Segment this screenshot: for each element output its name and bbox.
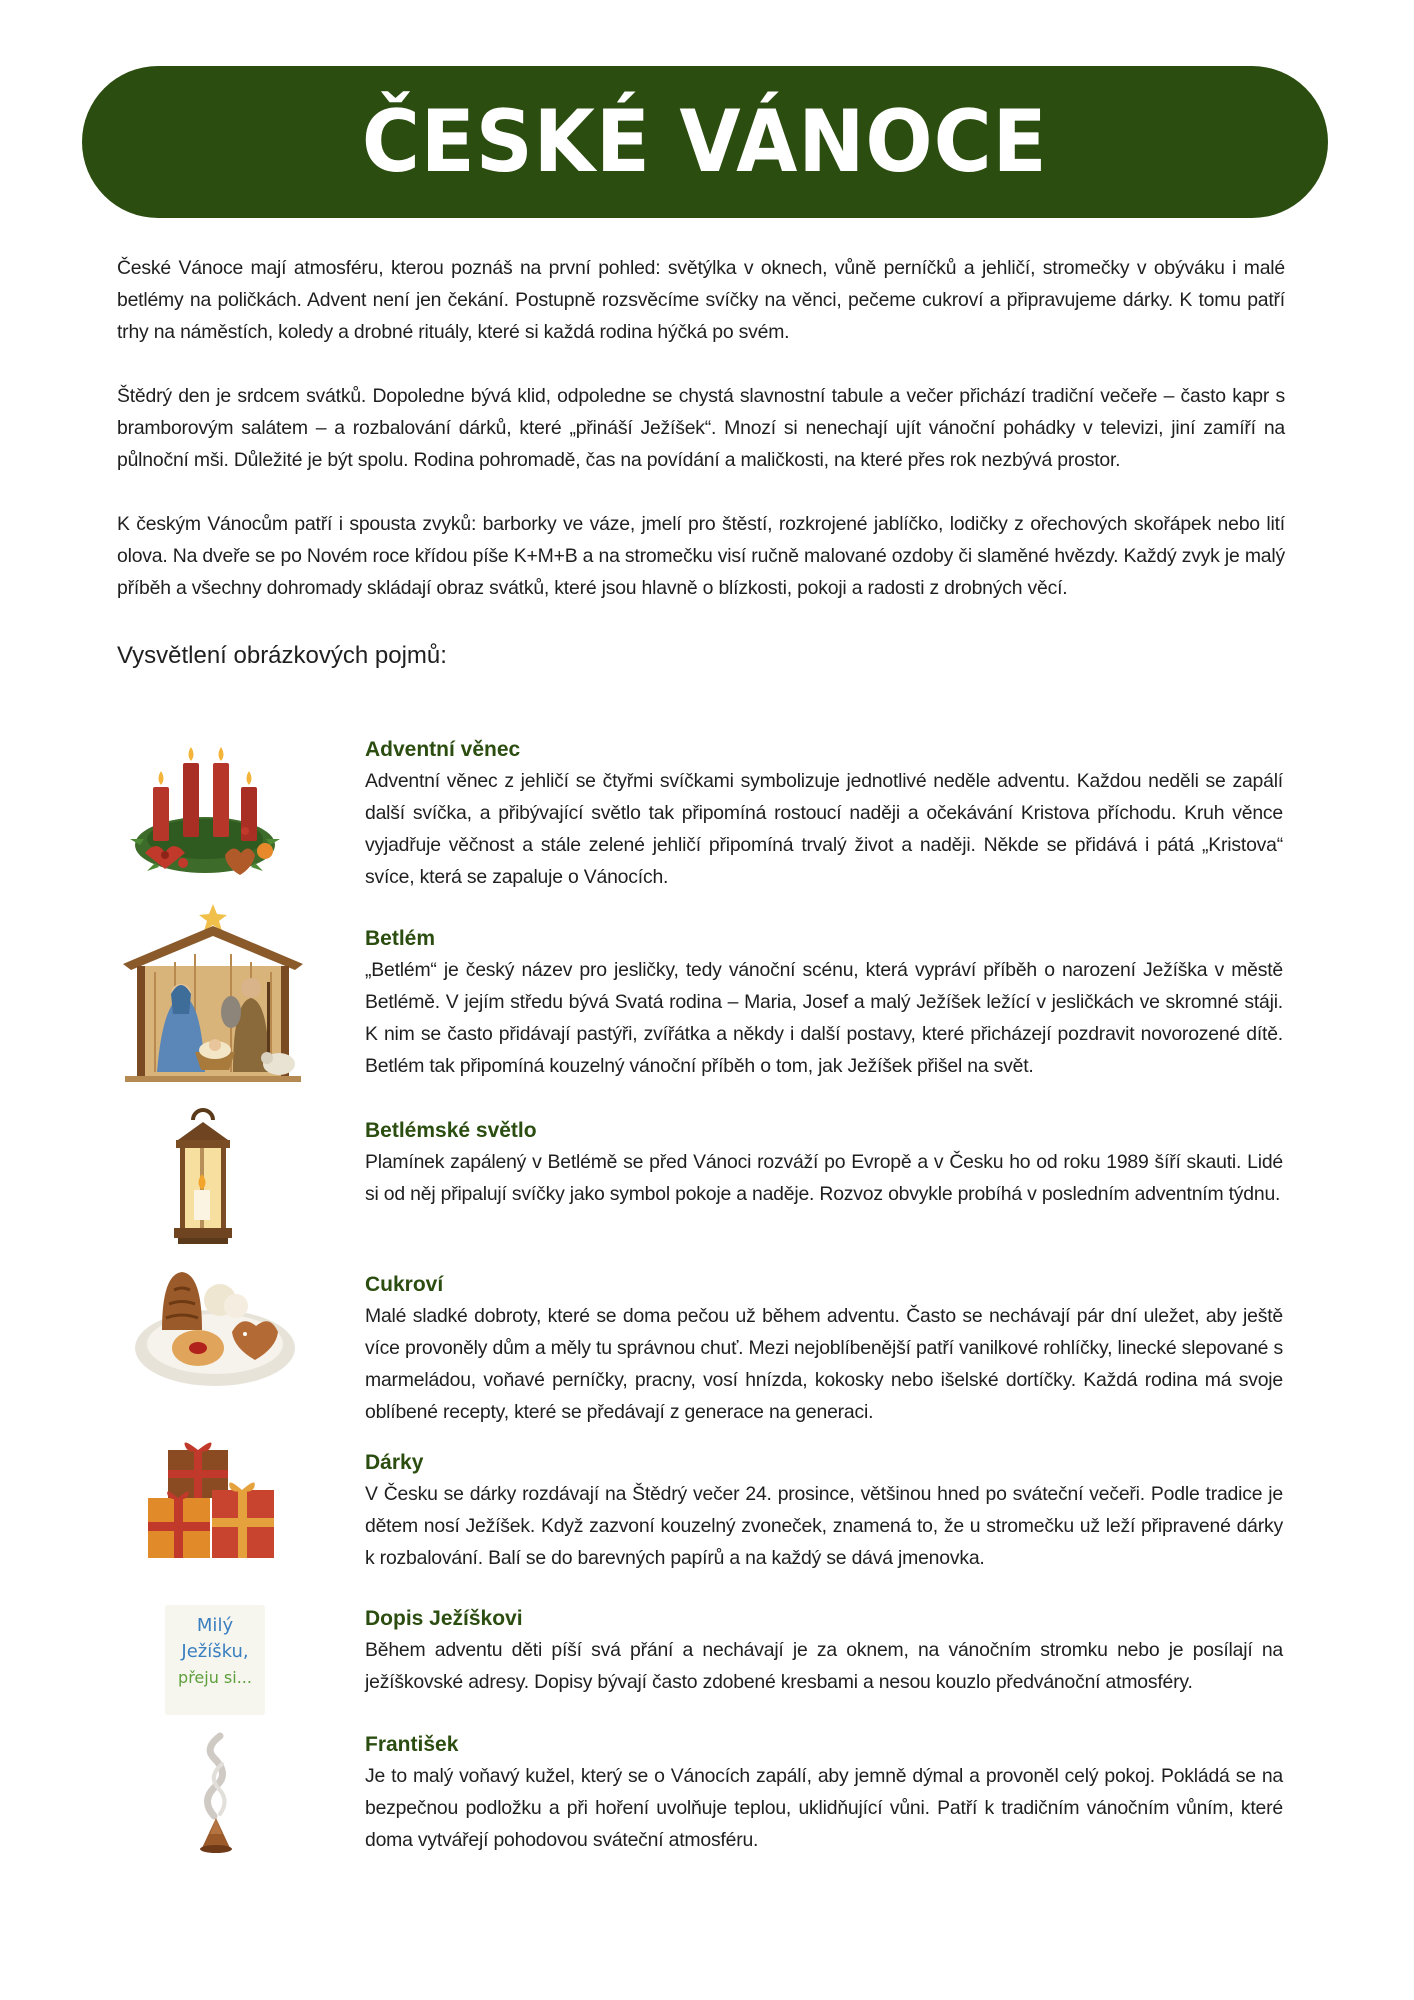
letter-line: přeju si... [178,1668,252,1687]
letter-line: Ježíšku, [181,1641,249,1662]
term-description: Během adventu děti píší svá přání a nechávají je za oknem, na vánočním stromku nebo je posílají na ježíškovské adresy. Dopisy bývají často zdobené kresbami a nesou kouzlo předvánoční atmosféry. [365,1639,1283,1693]
term-description: Adventní věnec z jehličí se čtyřmi svíčkami symbolizuje jednotlivé neděle adventu. Každou neděli se zapálí další svíčka, a přibývající světlo tak připomíná rostoucí naději a očekávání Kristova příchodu. Kruh věnce vyjadřuje věčnost a stále zelené jehličí připomíná trvalý život a naději. Někde se přidává i pátá „Kristova“ svíce, která se zapaluje o Vánocích. [365,770,1283,888]
term-title: Betlémské světlo [365,1119,537,1142]
intro-section [117,252,1285,636]
nativity-scene-icon [115,902,311,1087]
lantern-icon [168,1106,238,1251]
term-description: „Betlém“ je český název pro jesličky, tedy vánoční scénu, která vypráví příběh o narození Ježíška v městě Betlémě. V jejím středu bývá Svatá rodina – Maria, Josef a malý Ježíšek ležící v jesličkách ve skromné stáji. K nim se často přidávají pastýři, zvířátka a někdy i další postavy, které přicházejí pozdravit novorozené dítě. Betlém tak připomíná kouzelný vánoční příběh o tom, jak Ježíšek přišel na svět. [365,959,1283,1077]
term-description: V Česku se dárky rozdávají na Štědrý večer 24. prosince, většinou hned po sváteční večeři. Podle tradice je dětem nosí Ježíšek. Když zazvoní kouzelný zvoneček, znamená to, že u stromečku už leží připravené dárky k rozbalování. Balí se do barevných papírů a na každý se dává jmenovka. [365,1483,1283,1569]
gift-boxes-icon [140,1436,282,1566]
advent-wreath-icon [125,735,285,885]
term-description: Malé sladké dobroty, které se doma pečou už během adventu. Často se nechávají pár dní uležet, aby ještě více provoněly dům a měly tu správnou chuť. Mezi nejoblíbenější patří vanilkové rohlíčky, linecké slepované s marmeládou, voňavé perníčky, pracny, vosí hnízda, kokosky nebo išelské dortíčky. Každá rodina má svoje oblíbené recepty, které se předávají z generace na generaci. [365,1305,1283,1423]
intro-paragraph: K českým Vánocům patří i spousta zvyků: barborky ve váze, jmelí pro štěstí, rozkrojené jablíčko, lodičky z ořechových skořápek nebo lití olova. Na dveře se po Novém roce křídou píše K+M+B a na stromečku visí ručně malované ozdoby či slaměné hvězdy. Každý zvyk je malý příběh a všechny dohromady skládají obraz svátků, které jsou hlavně o blízkosti, pokoji a radosti z drobných věcí. [117,513,1285,599]
terms-heading: Vysvětlení obrázkových pojmů: [117,642,447,669]
intro-paragraph: Štědrý den je srdcem svátků. Dopoledne bývá klid, odpoledne se chystá slavnostní tabule a večer přichází tradiční večeře – často kapr s bramborovým salátem – a rozbalování dárků, které „přináší Ježíšek“. Mnozí si nenechají ujít vánoční pohádky v televizi, jiní zamíří na půlnoční mši. Důležité je být spolu. Rodina pohromadě, čas na povídání a maličkosti, na které přes rok nezbývá prostor. [117,385,1285,471]
term-title: Cukroví [365,1273,444,1296]
term-title: František [365,1733,459,1756]
incense-cone-icon [180,1724,250,1856]
title-banner [82,66,1328,218]
term-title: Adventní věnec [365,738,521,761]
cookie-plate-icon [132,1260,298,1388]
page-title: ČESKÉ VÁNOCE [362,92,1048,192]
term-description: Plamínek zapálený v Betlémě se před Vánoci rozváží po Evropě a v Česku ho od roku 1989 šíří skauti. Lidé si od něj připalují svíčky jako symbol pokoje a naděje. Rozvoz obvykle probíhá v posledním adventním týdnu. [365,1151,1283,1205]
letter-card-icon [165,1605,265,1715]
term-description: Je to malý voňavý kužel, který se o Vánocích zapálí, aby jemně dýmal a provoněl celý pokoj. Pokládá se na bezpečnou podložku a při hoření uvolňuje teplou, uklidňující vůni. Patří k tradičním vánočním vůním, které doma vytvářejí pohodovou sváteční atmosféru. [365,1765,1283,1851]
term-title: Betlém [365,927,436,950]
letter-line: Milý [196,1615,234,1636]
term-title: Dopis Ježíškovi [365,1607,523,1630]
intro-paragraph: České Vánoce mají atmosféru, kterou poznáš na první pohled: světýlka v oknech, vůně perníčků a jehličí, stromečky v obýváku i malé betlémy na poličkách. Advent není jen čekání. Postupně rozsvěcíme svíčky na věnci, pečeme cukroví a připravujeme dárky. K tomu patří trhy na náměstích, koledy a drobné rituály, které si každá rodina hýčká po svém. [117,257,1285,343]
term-title: Dárky [365,1451,424,1474]
